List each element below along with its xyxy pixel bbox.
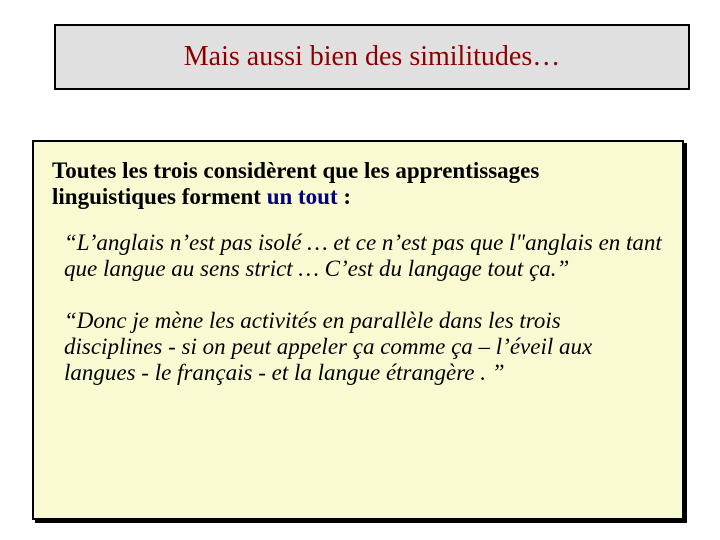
- intro-suffix: :: [337, 184, 352, 209]
- quote-2: “Donc je mène les activités en parallèle dans les trois disciplines - si on peut appeler ça comme ça – l’éveil aux langues - le français - et la langue étrangère . ”: [64, 308, 593, 385]
- content-box: [32, 140, 684, 520]
- title-box: [54, 24, 690, 90]
- quote-1: “L’anglais n’est pas isolé … et ce n’est pas que l"anglais en tant que langue au sens strict … C’est du langage tout ça.”: [64, 230, 662, 281]
- intro-text: Toutes les trois considèrent que les apprentissages linguistiques forment: [52, 158, 540, 209]
- intro-paragraph: [52, 158, 664, 210]
- slide-title: Mais aussi bien des similitudes…: [183, 41, 561, 72]
- intro-highlight: un tout: [266, 184, 338, 209]
